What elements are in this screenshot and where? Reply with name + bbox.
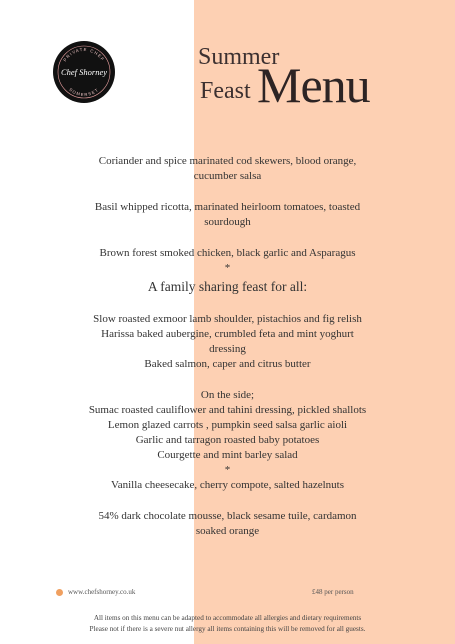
menu-item: sourdough [204, 216, 251, 228]
menu-item: Harissa baked aubergine, crumbled feta and mint yoghurt [101, 328, 354, 340]
menu-item: Slow roasted exmoor lamb shoulder, pistachios and fig relish [93, 313, 362, 325]
website-link[interactable]: www.chefshorney.co.uk [68, 588, 136, 596]
menu-item: Lemon glazed carrots , pumpkin seed salsa garlic aioli [107, 419, 348, 431]
footer-website [56, 588, 135, 596]
menu-item: Brown forest smoked chicken, black garlic and Asparagus [99, 247, 356, 259]
menu-item: soaked orange [195, 525, 260, 537]
menu-item: Courgette and mint barley salad [157, 449, 298, 461]
menu-item: Basil whipped ricotta, marinated heirloom tomatoes, toasted [94, 201, 361, 213]
separator-star: * [224, 262, 231, 274]
menu-item: 54% dark chocolate mousse, black sesame tuile, cardamon [98, 510, 357, 522]
disclaimer-line: All items on this menu can be adapted to accommodate all allergies and dietary requirements [93, 614, 362, 622]
menu-item: Baked salmon, caper and citrus butter [144, 358, 311, 370]
menu-item: cucumber salsa [193, 170, 262, 182]
sharing-heading: A family sharing feast for all: [147, 279, 308, 294]
title-summer: Summer [198, 44, 280, 70]
logo-badge-icon [52, 40, 116, 104]
side-heading: On the side; [200, 389, 255, 401]
logo-text-bottom: SOMERSET [68, 86, 100, 98]
menu-item: Sumac roasted cauliflower and tahini dressing, pickled shallots [88, 404, 367, 416]
menu-item: Garlic and tarragon roasted baby potatoes [135, 434, 320, 446]
logo-name: Chef Shorney [60, 67, 108, 77]
allergy-disclaimer [20, 613, 435, 635]
menu-item: Vanilla cheesecake, cherry compote, salted hazelnuts [110, 479, 345, 491]
price-per-person: £48 per person [312, 588, 354, 596]
title-feast: Feast [200, 78, 251, 104]
disclaimer-line: Please not if there is a severe nut allergy all items containing this will be removed for all guests. [89, 625, 366, 633]
menu-title [198, 44, 438, 114]
menu-item: dressing [209, 343, 246, 355]
title-menu: Menu [257, 57, 370, 113]
menu-body [40, 154, 415, 539]
menu-item: Coriander and spice marinated cod skewers, blood orange, [98, 155, 357, 167]
globe-icon [56, 589, 63, 596]
logo-text-top: PRIVATE CHEF [62, 46, 106, 63]
separator-star: * [224, 464, 231, 476]
chef-shorney-logo [52, 40, 116, 104]
